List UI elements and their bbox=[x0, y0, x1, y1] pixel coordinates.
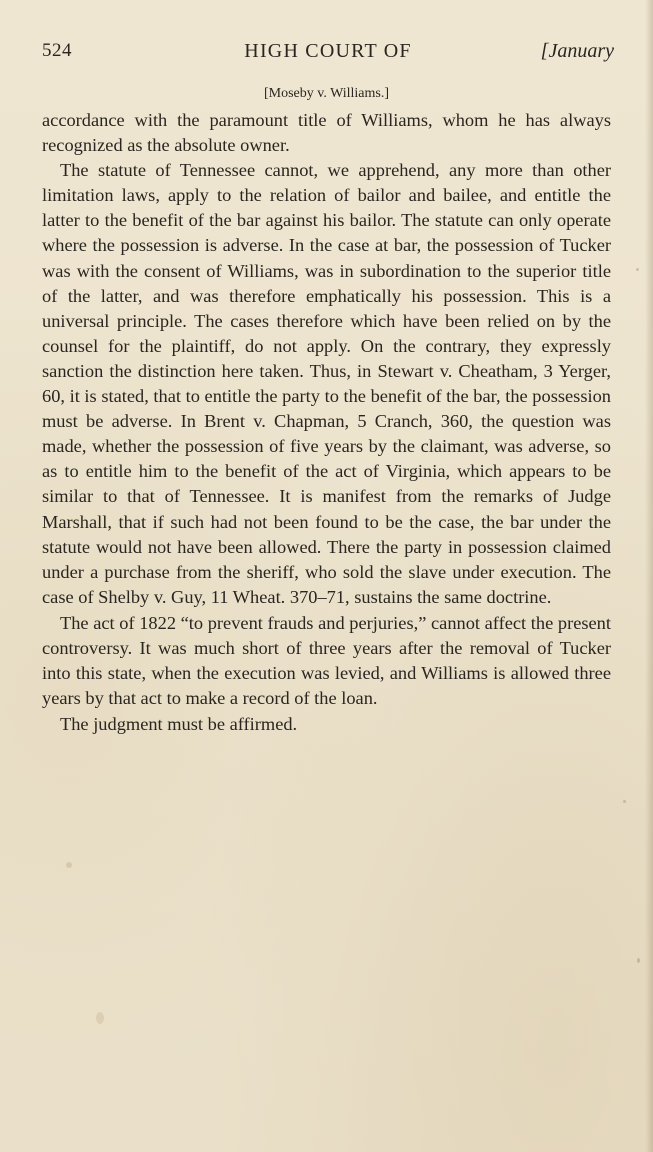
paper-speck bbox=[96, 1012, 104, 1024]
paragraph-judgment: The judgment must be affirmed. bbox=[60, 714, 298, 735]
running-date: [January bbox=[540, 40, 614, 62]
paper-speck bbox=[66, 862, 72, 868]
body-text bbox=[42, 108, 611, 737]
paragraph-act-1822: The act of 1822 “to prevent frauds and perjuries,” cannot affect the present controversy. It was much short of three years after the removal of Tucker into this state, when the execution was levied, and Williams is allowed three years by that act to make a record of the loan. bbox=[42, 612, 611, 709]
paragraph-continuation: accordance with the paramount title of Williams, whom he has always recognized as the absolute owner. bbox=[42, 110, 611, 156]
paper-speck bbox=[636, 268, 639, 271]
page-number: 524 bbox=[42, 40, 72, 61]
page-header bbox=[42, 40, 614, 70]
case-title: [Moseby v. Williams.] bbox=[263, 86, 390, 101]
paragraph-statute: The statute of Tennessee cannot, we apprehend, any more than other limitation laws, apply to the relation of bailor and bailee, and entitle the latter to the benefit of the bar against his bailor. The statute can only operate where the possession is adverse. In the case at bar, the possession of Tucker was with the consent of Williams, was in subordination to the superior title of the latter, and was therefore emphatically his possession. This is a universal principle. The cases therefore which have been relied on by the counsel for the plaintiff, do not apply. On the contrary, they expressly sanction the distinction here taken. Thus, in Stewart v. Cheatham, 3 Yerger, 60, it is stated, that to entitle the party to the benefit of the bar, the possession must be adverse. In Brent v. Chapman, 5 Cranch, 360, the question was made, whether the possession of five years by the claimant, was adverse, so as to entitle him to the benefit of the act of Virginia, which appears to be similar to that of Tennessee. It is manifest from the remarks of Judge Marshall, that if such had not been found to be the case, the bar under the statute would not have been allowed. There the party in possession claimed under a purchase from the sheriff, who sold the slave under execution. The case of Shelby v. Guy, 11 Wheat. 370–71, sustains the same doctrine. bbox=[42, 160, 611, 607]
running-title: HIGH COURT OF bbox=[244, 40, 412, 62]
paper-speck bbox=[637, 958, 640, 963]
paper-speck bbox=[623, 800, 626, 803]
page-edge-shadow bbox=[645, 0, 653, 1152]
